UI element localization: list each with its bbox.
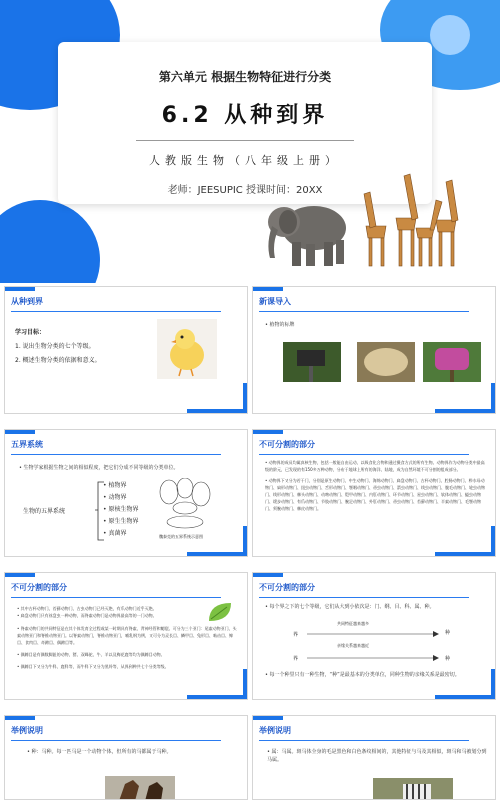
- paragraph: [265, 459, 487, 512]
- paragraph-text: • 动物界的成员均属真核生物，包括一般能自由运动、以吸食化合物和通过摄食方式的所有生物。动物界作为动物分类中最高级的阶元，已发现的有150多万种动物，分布于地球上所有的海洋、陆地，成为自然环境不可分割的组成部分。: [265, 459, 487, 473]
- slide-animal-kingdom: [252, 429, 496, 557]
- goal-item: 1. 说出生物分类的七个等级。: [15, 343, 95, 350]
- kingdom-item: • 动物界: [103, 492, 138, 504]
- slide-intro: [252, 286, 496, 414]
- cover-meta: 老师：JEESUPIC 授课时间：20XX: [167, 185, 323, 196]
- slide-heading: 不可分割的部分: [11, 583, 67, 592]
- corner-accent: [243, 383, 247, 413]
- corner-accent: [253, 430, 283, 434]
- slide-heading: 举例说明: [11, 726, 43, 735]
- leaf-icon: [205, 599, 235, 625]
- paragraph: [17, 625, 239, 670]
- corner-accent: [5, 287, 35, 291]
- corner-accent: [5, 430, 35, 434]
- corner-accent: [5, 573, 35, 577]
- rank-label-right: 种: [445, 630, 451, 636]
- five-kingdom-diagram: [155, 478, 215, 530]
- divider: [259, 597, 469, 598]
- paragraph: [17, 605, 201, 619]
- corner-accent: [491, 669, 495, 699]
- bullet-text: • 每个界之下的七个等级，它们从大到小依次是：门、纲、目、科、属、种。: [265, 603, 489, 611]
- paragraph-text: • 脊索动物门的共同特征是在其个体发育全过程或某一时期具有脊索、背神经管和鳃裂。可分为三个亚门：尾索动物亚门、头索动物亚门和脊椎动物亚门。以脊索动物门，脊椎动物亚门，哺乳纲为例，又可分为灵长目、鳞甲目、兔形目、啮齿目、鲸目、食肉目、奇蹄目、偶蹄目等。: [17, 625, 239, 646]
- cover-publisher: 人教版生物（八年级上册）: [149, 154, 341, 167]
- rank-label-left: 界: [293, 656, 299, 662]
- corner-accent: [491, 383, 495, 413]
- corner-accent: [243, 669, 247, 699]
- paragraph-text: • 偶蹄目是有偶数脚趾的动物，猪、双峰驼、牛、羊以及梅花鹿等均为偶蹄目动物。: [17, 651, 239, 658]
- paragraph-text: • 扁盘动物门只有丝盘虫一种动物，而脊索动物门是动物界最高等的一门动物。: [17, 612, 201, 619]
- slide-example-species: [4, 715, 248, 800]
- cover-title: 6.2 从种到界: [161, 103, 329, 128]
- horse-image: [105, 776, 175, 800]
- corner-accent: [253, 287, 283, 291]
- slide-heading: 五界系统: [11, 440, 43, 449]
- corner-accent: [187, 409, 247, 413]
- slide-five-kingdoms: [4, 429, 248, 557]
- divider: [136, 140, 354, 141]
- plant-sign-image: [423, 342, 481, 382]
- bullet-text: • 属：马属。斑马体全身的毛是黑色和白色条纹相间的，其他特征与马及其相似，斑马和马被划分到马属。: [267, 748, 487, 764]
- rank-arrows-diagram: [305, 628, 443, 668]
- bullet-text: • 植物的标牌: [265, 321, 295, 329]
- rank-label-right: 种: [445, 656, 451, 662]
- bullet-text: • 每一个种里只有一种生物，“种”是最基本的分类单位，同种生物的亲缘关系是最密切。: [265, 671, 489, 679]
- rank-label-left: 界: [293, 632, 299, 638]
- corner-accent: [435, 552, 495, 556]
- paragraph-text: • 其中古杯动物门、苔藓动物门、古虫动物门已经灭绝，有爪动物门近乎灭绝。: [17, 605, 201, 612]
- bullet-text: • 种：马种。每一匹马是一个动物个体，但所有的马都属于马种。: [27, 748, 241, 756]
- slide-heading: 不可分割的部分: [259, 583, 315, 592]
- decor-blob: [0, 200, 100, 283]
- zebra-image: [373, 778, 453, 800]
- kingdom-item: • 真菌界: [103, 528, 138, 540]
- divider: [11, 740, 221, 741]
- divider: [259, 311, 469, 312]
- corner-accent: [253, 573, 283, 577]
- arrow-caption: 共同特征越来越多: [337, 621, 369, 626]
- system-label: 生物的五界系统: [23, 508, 66, 515]
- corner-accent: [187, 552, 247, 556]
- divider: [259, 454, 469, 455]
- corner-accent: [253, 716, 283, 720]
- decor-blob: [430, 15, 470, 55]
- plant-sign-image: [357, 342, 415, 382]
- slide-heading: 不可分割的部分: [259, 440, 315, 449]
- elephant-image: [262, 196, 357, 271]
- corner-accent: [491, 526, 495, 556]
- slide-example-genus: [252, 715, 496, 800]
- goal-label: 学习目标：: [15, 329, 46, 336]
- slide-heading: 从种到界: [11, 297, 43, 306]
- slide-seven-ranks: [252, 572, 496, 700]
- cover-slide: [0, 0, 500, 283]
- divider: [11, 454, 221, 455]
- kingdom-item: • 原核生物界: [103, 504, 138, 516]
- diagram-caption: 魏泰克的五界系统示意图: [159, 534, 203, 539]
- slide-heading: 举例说明: [259, 726, 291, 735]
- divider: [11, 597, 221, 598]
- slide-phyla-detail: [4, 572, 248, 700]
- slide-heading: 新课导入: [259, 297, 291, 306]
- paragraph-text: • 动物界下又分为若干门，分别是原生动物门、中生动物门、海绵动物门、扁盘动物门、古杯动物门、腔肠动物门、栉水母动物门、扁形动物门、纽虫动物门、舌形动物门、颚咽动物门、帚虫动物门、箭虫动物门、线虫动物门、腹毛动物门、轮虫动物门、线形动物门、棘头动物门、动吻动物门、铠甲动物门、内肛动物门、环节动物门、星虫动物门、软体动物门、螠虫动物门、缓步动物门、有爪动物门、节肢动物门、腕足动物门、外肛动物门、帚虫动物门、苔藓动物门、半索动物门、毛颚动物门、须腕动物门、棘皮动物门。: [265, 477, 487, 512]
- corner-accent: [187, 695, 247, 699]
- goal-item: 2. 概述生物分类的依据和意义。: [15, 357, 101, 364]
- kingdom-item: • 原生生物界: [103, 516, 138, 528]
- slide-learning-goals: [4, 286, 248, 414]
- kingdom-list: [103, 480, 138, 540]
- giraffes-image: [356, 170, 468, 270]
- divider: [259, 740, 469, 741]
- corner-accent: [435, 695, 495, 699]
- bullet-text: • 生物学家根据生物之间的相似程度，把它们分成不同等级的分类单位。: [19, 464, 241, 472]
- divider: [11, 311, 221, 312]
- kingdom-item: • 植物界: [103, 480, 138, 492]
- cover-subtitle: 第六单元 根据生物特征进行分类: [158, 70, 332, 84]
- chick-image: [157, 319, 217, 379]
- arrow-caption: 亲缘关系越来越近: [337, 643, 369, 648]
- corner-accent: [243, 526, 247, 556]
- paragraph-text: • 偶蹄目下又分为牛科、鹿科等，而牛科下又分为黑羚等，从界到种共七个分类等级。: [17, 663, 239, 670]
- corner-accent: [5, 716, 35, 720]
- corner-accent: [435, 409, 495, 413]
- plant-sign-image: [283, 342, 341, 382]
